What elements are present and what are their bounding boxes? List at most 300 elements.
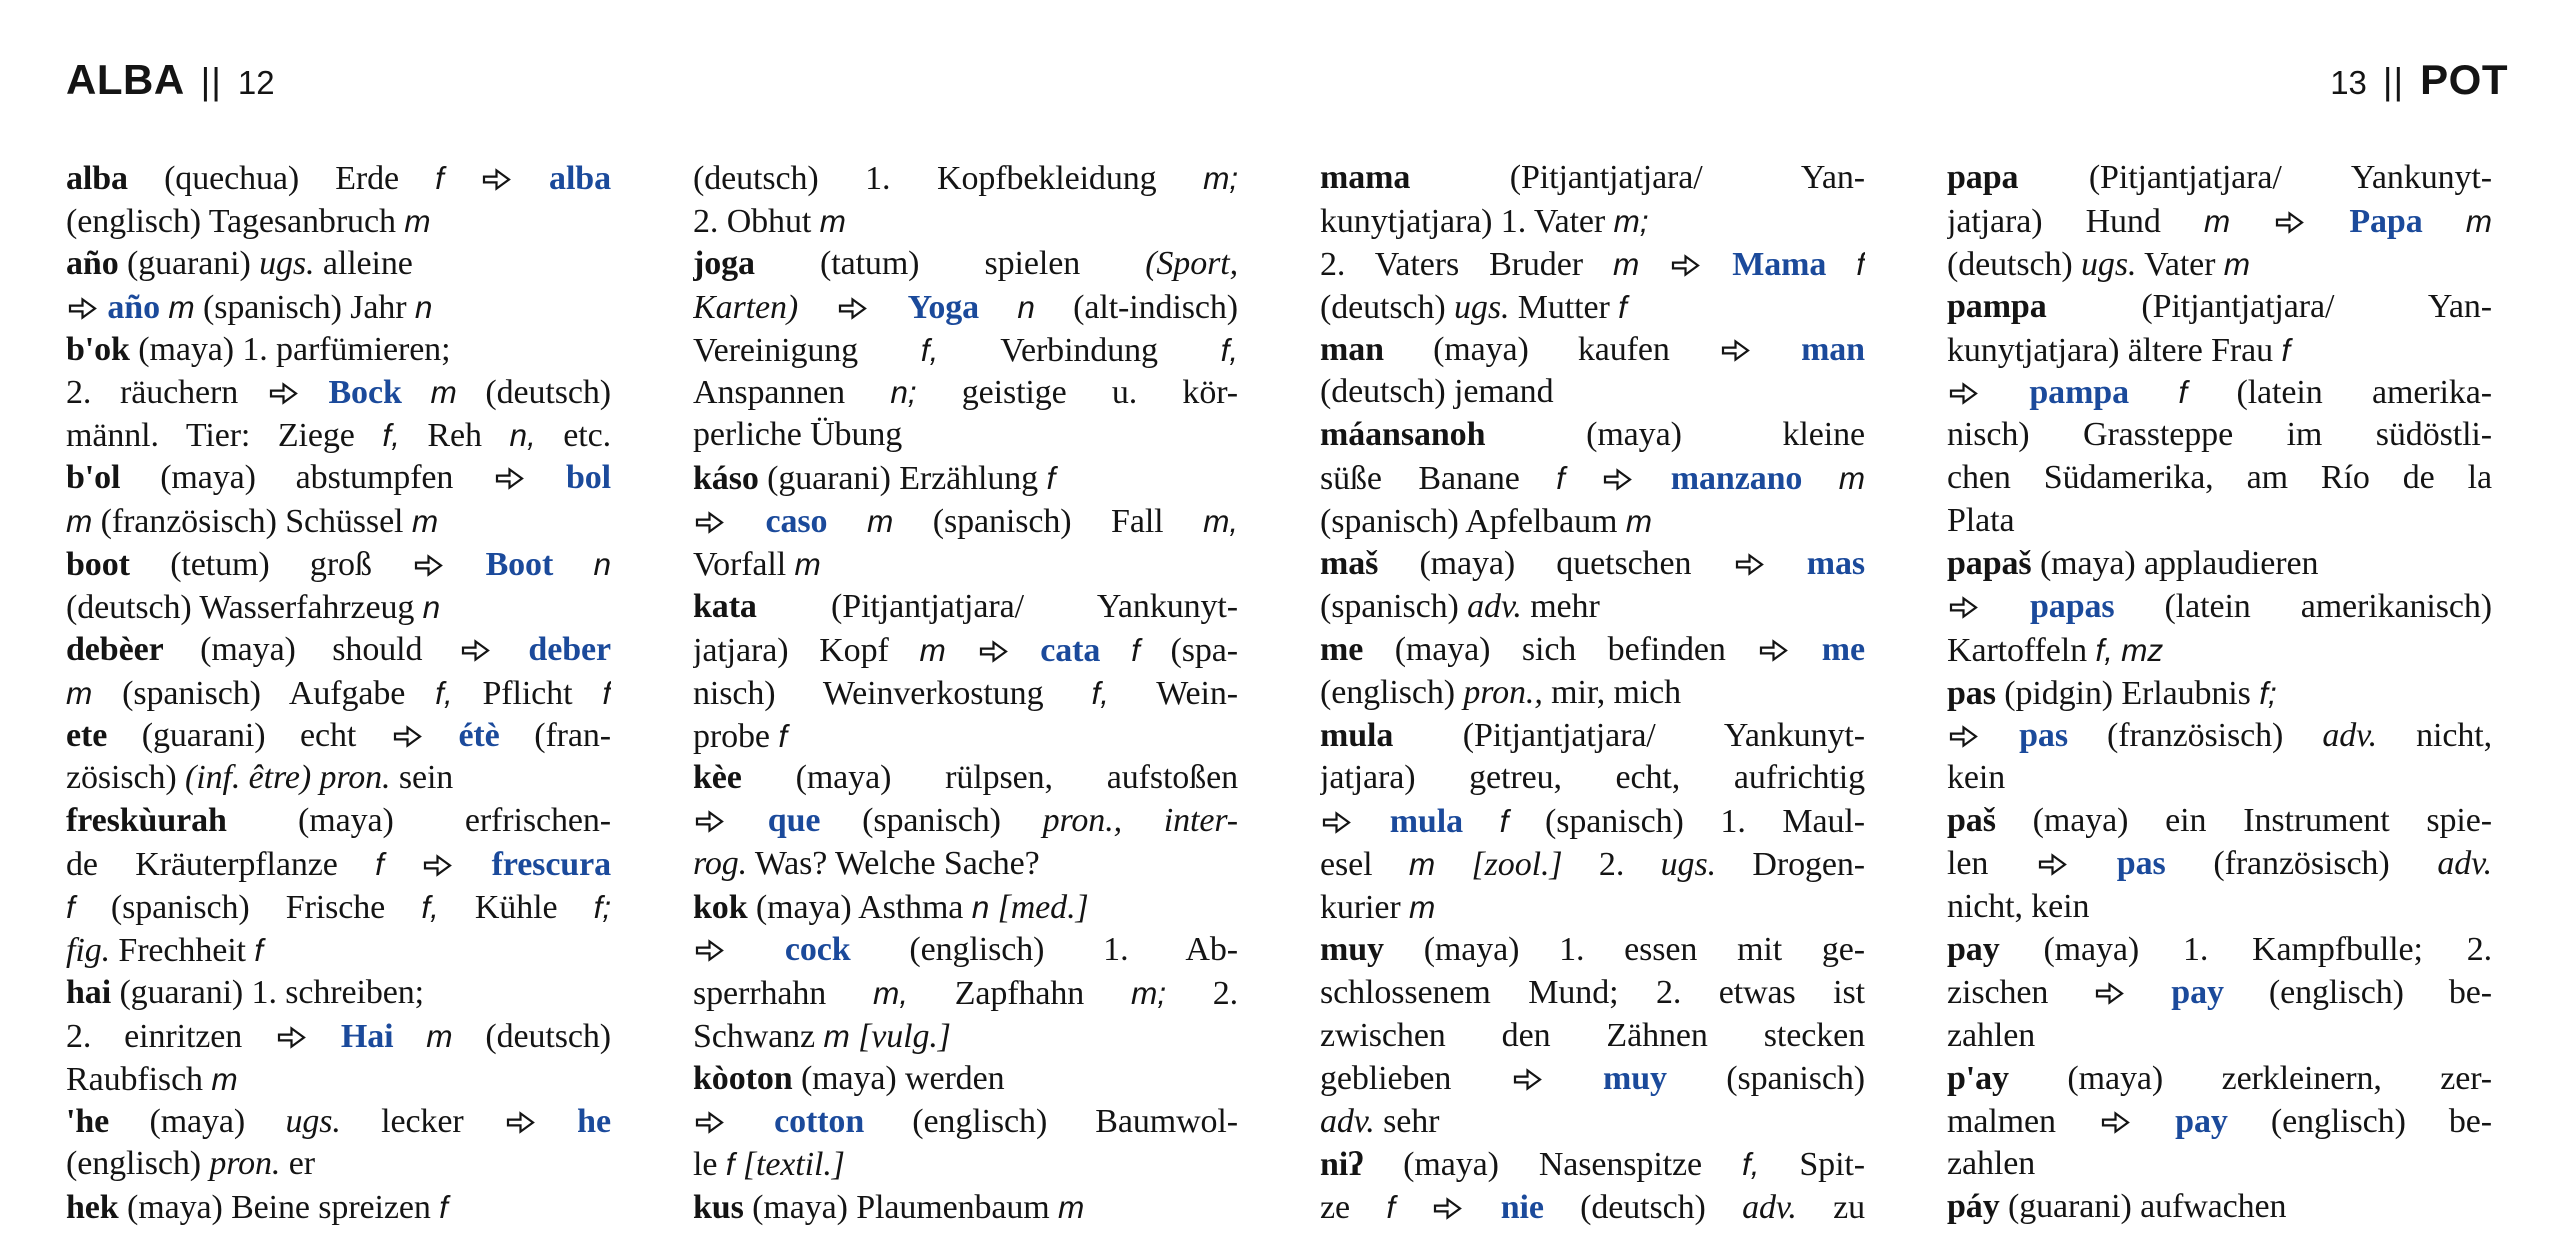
- cross-reference-arrow-icon: [2038, 852, 2067, 877]
- guide-word-right: POT: [2420, 56, 2508, 103]
- headword: papaš: [1947, 545, 2032, 583]
- plain-text: (spanisch): [1320, 587, 1468, 625]
- headword: debèer: [66, 630, 164, 668]
- text-line: [1947, 586, 2492, 629]
- plain-text: sperrhahn: [693, 974, 873, 1012]
- plain-text: Mutter: [1509, 288, 1619, 326]
- cross-reference: papas: [2030, 587, 2115, 625]
- abbreviation: pron., inter-: [1042, 802, 1238, 840]
- grammar-tag: f: [1499, 803, 1509, 840]
- abbreviation: rog.: [693, 845, 748, 883]
- text-line: [66, 371, 611, 414]
- plain-text: (spanisch) Jahr: [194, 288, 415, 326]
- text-line: [1320, 500, 1865, 543]
- grammar-tag: m: [2223, 245, 2251, 282]
- plain-text: chen Südamerika, am Río de la: [1947, 459, 2492, 497]
- text-line: [693, 1101, 1238, 1144]
- grammar-tag: f;: [593, 889, 611, 926]
- text-line: [693, 929, 1238, 972]
- plain-text: [798, 289, 836, 326]
- text-line: [66, 1058, 611, 1101]
- cross-reference: cata: [1040, 631, 1101, 669]
- grammar-tag: m: [1612, 245, 1640, 282]
- plain-text: ze: [1320, 1189, 1387, 1227]
- plain-text: [1395, 1189, 1431, 1226]
- headword: año: [66, 244, 119, 282]
- grammar-tag: f,: [1220, 331, 1238, 368]
- plain-text: [2129, 374, 2178, 411]
- plain-text: mehr: [1521, 587, 1600, 625]
- cross-reference: mas: [1806, 545, 1865, 583]
- plain-text: (deutsch) Wasserfahrzeug: [66, 588, 423, 626]
- abbreviation: [textil.]: [742, 1146, 845, 1184]
- plain-text: (tatum) spielen: [754, 244, 1146, 282]
- plain-text: (maya) rülpsen, aufstoßen: [741, 759, 1238, 797]
- dictionary-column-4: [1947, 157, 2492, 1229]
- text-line: [693, 500, 1238, 543]
- dictionary-columns: [66, 157, 2492, 1229]
- cross-reference-arrow-icon: [1949, 595, 1978, 620]
- plain-text: lecker: [340, 1102, 504, 1140]
- cross-reference: manzano: [1670, 460, 1803, 498]
- text-line: [66, 843, 611, 886]
- grammar-tag: m,: [1203, 503, 1238, 540]
- grammar-tag: n: [593, 546, 611, 583]
- plain-text: Wein-: [1108, 674, 1238, 712]
- page-number-left: 12: [237, 64, 275, 101]
- headword: joga: [693, 244, 755, 282]
- cross-reference-arrow-icon: [393, 724, 422, 749]
- text-line: [66, 457, 611, 500]
- cross-reference: cock: [784, 931, 851, 969]
- text-line: [1320, 586, 1865, 629]
- cross-reference-arrow-icon: [1322, 810, 1351, 835]
- plain-text: [946, 632, 977, 669]
- grammar-tag: f: [1386, 1189, 1395, 1226]
- text-line: [1947, 500, 2492, 543]
- plain-text: sein: [390, 759, 454, 797]
- plain-text: [553, 546, 593, 583]
- cross-reference: alba: [549, 160, 611, 197]
- plain-text: le: [693, 1146, 726, 1184]
- text-line: [66, 286, 611, 329]
- plain-text: (spa-: [1139, 631, 1238, 669]
- plain-text: [1463, 803, 1500, 840]
- running-head-right: [2330, 56, 2508, 104]
- plain-text: (spanisch) Aufgabe: [92, 674, 436, 712]
- plain-text: [1100, 632, 1131, 669]
- plain-text: (tetum) groß: [129, 546, 413, 584]
- text-line: [1320, 715, 1865, 758]
- cross-reference-arrow-icon: [695, 1110, 724, 1135]
- plain-text: (maya) 1. essen mit ge-: [1383, 931, 1865, 969]
- cross-reference-arrow-icon: [482, 167, 511, 192]
- text-line: [66, 929, 611, 972]
- plain-text: (französisch): [2067, 716, 2323, 754]
- plain-text: [850, 1018, 858, 1055]
- plain-text: [492, 631, 529, 668]
- plain-text: (Pitjantjatjara/ Yankunyt-: [1393, 716, 1865, 754]
- text-line: [66, 329, 611, 372]
- text-line: [1320, 1058, 1865, 1101]
- grammar-tag: n;: [890, 374, 917, 411]
- plain-text: (fran-: [499, 716, 611, 754]
- plain-text: Kartoffeln: [1947, 631, 2096, 669]
- plain-text: [300, 374, 329, 411]
- plain-text: [1980, 374, 2029, 411]
- plain-text: (maya) 1. Kampfbulle; 2.: [1999, 931, 2492, 969]
- plain-text: (spanisch) 1. Maul-: [1508, 803, 1865, 841]
- grammar-tag: m: [867, 503, 894, 540]
- abbreviation: adv.: [1320, 1102, 1375, 1140]
- plain-text: nicht,: [2377, 716, 2492, 754]
- grammar-tag: m: [66, 674, 93, 711]
- plain-text: [445, 546, 485, 583]
- grammar-tag: f,: [2095, 631, 2113, 668]
- cross-reference-arrow-icon: [1949, 724, 1978, 749]
- plain-text: [726, 802, 768, 839]
- grammar-tag: n: [971, 889, 990, 926]
- plain-text: (guarani) Erzählung: [758, 460, 1047, 498]
- plain-text: Schwanz: [693, 1017, 824, 1055]
- cross-reference-arrow-icon: [695, 809, 724, 834]
- plain-text: [1826, 246, 1856, 283]
- text-line: [66, 1015, 611, 1058]
- headword: kèe: [693, 759, 742, 797]
- text-line: [1320, 1015, 1865, 1058]
- grammar-tag: n: [422, 588, 441, 625]
- text-line: [693, 457, 1238, 500]
- plain-text: alleine: [314, 244, 413, 282]
- cross-reference-arrow-icon: [1433, 1196, 1462, 1221]
- plain-text: jatjara) Hund: [1947, 202, 2204, 240]
- plain-text: (englisch) Tagesanbruch: [66, 202, 405, 240]
- plain-text: jatjara) Kopf: [693, 631, 920, 669]
- plain-text: Spit-: [1759, 1146, 1865, 1184]
- plain-text: Vorfall: [693, 546, 795, 584]
- plain-text: (Pitjantjatjara/ Yan-: [2046, 287, 2492, 325]
- guide-word-left: ALBA: [66, 56, 185, 103]
- plain-text: Zapfhahn: [907, 974, 1131, 1012]
- plain-text: 2.: [1562, 846, 1661, 884]
- grammar-tag: f: [2281, 331, 2291, 368]
- plain-text: (spanisch) Frische: [74, 889, 422, 927]
- plain-text: [1802, 460, 1838, 497]
- abbreviation: [med.]: [997, 889, 1089, 927]
- plain-text: [734, 1146, 742, 1183]
- plain-text: 2. Obhut: [693, 202, 820, 240]
- plain-text: [2306, 203, 2349, 240]
- abbreviation: [zool.]: [1471, 846, 1563, 884]
- abbreviation: ugs.: [2081, 245, 2137, 283]
- headword: kok: [693, 889, 748, 927]
- plain-text: kunytjatjara) ältere Frau: [1947, 331, 2282, 369]
- cross-reference: muy: [1602, 1059, 1667, 1097]
- grammar-tag: m;: [1613, 202, 1649, 239]
- plain-text: (englisch) be-: [2227, 1102, 2492, 1140]
- text-line: [693, 629, 1238, 672]
- plain-text: sehr: [1374, 1102, 1440, 1140]
- cross-reference-arrow-icon: [1721, 338, 1750, 363]
- plain-text: (englisch): [66, 1145, 210, 1183]
- plain-text: [1010, 632, 1041, 669]
- cross-reference: pay: [2175, 1102, 2228, 1140]
- text-line: [1320, 157, 1865, 200]
- abbreviation: ugs.: [259, 244, 315, 282]
- text-line: [693, 886, 1238, 929]
- plain-text: [2230, 203, 2273, 240]
- plain-text: [2132, 1103, 2175, 1140]
- headword: hek: [66, 1189, 119, 1227]
- plain-text: [2113, 632, 2121, 669]
- text-line: [1947, 543, 2492, 586]
- abbreviation: pron.,: [1463, 673, 1543, 711]
- headword: páy: [1947, 1188, 2000, 1226]
- headword: káso: [693, 460, 759, 498]
- headword: b'ok: [66, 330, 130, 368]
- text-line: [66, 543, 611, 586]
- headword: papa: [1947, 159, 2019, 196]
- plain-text: (maya) quetschen: [1378, 545, 1733, 583]
- plain-text: (maya) should: [163, 630, 459, 668]
- dictionary-column-3: [1320, 157, 1865, 1229]
- plain-text: (maya): [109, 1102, 286, 1140]
- plain-text: zahlen: [1947, 1145, 2036, 1183]
- header-separator-right: ||: [2382, 61, 2405, 102]
- plain-text: [526, 459, 566, 496]
- plain-text: (guarani) echt: [107, 716, 391, 754]
- plain-text: (latein amerika-: [2187, 374, 2492, 412]
- grammar-tag: f,: [920, 331, 939, 368]
- page-number-right: 13: [2330, 64, 2367, 101]
- plain-text: [424, 717, 459, 754]
- plain-text: [2126, 974, 2171, 1011]
- text-line: [693, 800, 1238, 843]
- grammar-tag: m: [211, 1060, 238, 1097]
- plain-text: Verbindung: [938, 331, 1221, 369]
- text-line: [66, 800, 611, 843]
- plain-text: Frechheit: [110, 932, 255, 970]
- grammar-tag: m: [426, 1017, 453, 1054]
- plain-text: (englisch) 1. Ab-: [850, 931, 1238, 969]
- grammar-tag: m: [168, 288, 195, 325]
- plain-text: kurier: [1320, 889, 1409, 927]
- text-line: [1947, 329, 2492, 372]
- plain-text: Vater: [2136, 245, 2224, 283]
- plain-text: malmen: [1947, 1102, 2100, 1140]
- text-line: [1947, 972, 2492, 1015]
- plain-text: zösisch): [66, 759, 186, 797]
- plain-text: [454, 846, 491, 883]
- plain-text: [2069, 845, 2117, 882]
- text-line: [66, 500, 611, 543]
- text-line: [1947, 886, 2492, 929]
- plain-text: nisch) Grassteppe im südöstli-: [1947, 416, 2492, 454]
- grammar-tag: m: [794, 546, 821, 583]
- abbreviation: (Sport,: [1145, 244, 1238, 282]
- grammar-tag: f: [1856, 245, 1865, 282]
- text-line: [1947, 1143, 2492, 1186]
- text-line: [1320, 757, 1865, 800]
- text-line: [693, 371, 1238, 414]
- text-line: [66, 1186, 611, 1229]
- abbreviation: adv.: [1742, 1189, 1797, 1227]
- plain-text: (französisch): [2165, 845, 2438, 883]
- plain-text: [1435, 846, 1471, 883]
- cross-reference-arrow-icon: [277, 1025, 306, 1050]
- plain-text: (latein amerikanisch): [2114, 587, 2492, 625]
- grammar-tag: m: [1838, 460, 1865, 497]
- text-line: [1320, 200, 1865, 243]
- cross-reference-arrow-icon: [414, 553, 443, 578]
- text-line: [693, 414, 1238, 457]
- text-line: [1320, 886, 1865, 929]
- plain-text: [1639, 246, 1669, 283]
- plain-text: [726, 1103, 774, 1140]
- plain-text: (maya) abstumpfen: [120, 459, 494, 497]
- plain-text: kunytjatjara) 1. Vater: [1320, 202, 1614, 240]
- grammar-tag: f: [1131, 631, 1140, 668]
- abbreviation: adv.: [2322, 716, 2377, 754]
- grammar-tag: m: [1408, 889, 1436, 926]
- text-line: [66, 757, 611, 800]
- plain-text: probe: [693, 717, 779, 755]
- text-line: [1320, 1101, 1865, 1144]
- grammar-tag: f: [435, 160, 444, 196]
- text-line: [693, 672, 1238, 715]
- headword: máansanoh: [1320, 416, 1486, 454]
- grammar-tag: m: [430, 374, 457, 411]
- grammar-tag: m: [1408, 846, 1436, 883]
- plain-text: Pflicht: [452, 674, 603, 712]
- plain-text: [1752, 331, 1801, 368]
- headword: mula: [1320, 716, 1394, 754]
- text-line: [1320, 1186, 1865, 1229]
- plain-text: len: [1947, 845, 2037, 883]
- text-line: [1947, 243, 2492, 286]
- grammar-tag: f: [1556, 460, 1565, 497]
- plain-text: Anspannen: [693, 374, 891, 412]
- plain-text: [2423, 203, 2466, 240]
- grammar-tag: f,: [435, 674, 453, 711]
- text-line: [1320, 1143, 1865, 1186]
- dictionary-column-1: [66, 157, 611, 1229]
- headword: pay: [1947, 931, 2000, 969]
- cross-reference: étè: [458, 716, 500, 754]
- plain-text: jatjara) getreu, echt, aufrichtig: [1320, 759, 1865, 797]
- cross-reference-arrow-icon: [695, 938, 724, 963]
- grammar-tag: n: [1017, 288, 1035, 325]
- plain-text: schlossenem Mund; 2. etwas ist: [1320, 973, 1865, 1011]
- text-line: [1947, 715, 2492, 758]
- cross-reference-arrow-icon: [506, 1110, 535, 1135]
- plain-text: 2. räuchern: [66, 374, 267, 412]
- grammar-tag: f,: [1742, 1146, 1760, 1183]
- cross-reference: man: [1801, 330, 1865, 368]
- grammar-tag: m,: [872, 974, 908, 1011]
- text-line: [66, 886, 611, 929]
- plain-text: 2. Vaters Bruder: [1320, 245, 1613, 283]
- text-line: [1947, 1186, 2492, 1229]
- plain-text: (spanisch) Apfelbaum: [1320, 503, 1626, 541]
- plain-text: zischen: [1947, 973, 2094, 1011]
- cross-reference: pampa: [2029, 374, 2130, 412]
- plain-text: (Pitjantjatjara/ Yankunyt-: [756, 587, 1238, 625]
- headword: maš: [1320, 545, 1379, 583]
- plain-text: (spanisch): [1666, 1059, 1865, 1097]
- headword: pampa: [1947, 287, 2047, 325]
- cross-reference: Mama: [1732, 245, 1827, 283]
- abbreviation: Karten): [693, 288, 799, 326]
- headword: muy: [1320, 931, 1384, 969]
- text-line: [1320, 371, 1865, 414]
- text-line: [1320, 929, 1865, 972]
- plain-text: zahlen: [1947, 1016, 2036, 1054]
- cross-reference-arrow-icon: [423, 853, 452, 878]
- text-line: [693, 1186, 1238, 1229]
- text-line: [693, 286, 1238, 329]
- text-line: [693, 200, 1238, 243]
- grammar-tag: m: [411, 503, 439, 540]
- plain-text: (maya) Asthma: [747, 889, 972, 927]
- plain-text: [537, 1103, 577, 1140]
- plain-text: [1353, 803, 1390, 840]
- grammar-tag: f: [66, 889, 75, 926]
- abbreviation: ugs.: [285, 1102, 341, 1140]
- text-line: [1320, 329, 1865, 372]
- plain-text: (maya) erfrischen-: [226, 802, 611, 840]
- plain-text: (quechua) Erde: [127, 160, 436, 197]
- text-line: [693, 329, 1238, 372]
- plain-text: (maya) 1. parfümieren;: [129, 330, 451, 368]
- text-line: [1947, 843, 2492, 886]
- plain-text: [869, 289, 907, 326]
- text-line: [66, 1101, 611, 1144]
- cross-reference-arrow-icon: [2095, 981, 2124, 1006]
- abbreviation: pron.: [209, 1145, 281, 1183]
- headword: 'he: [66, 1102, 110, 1140]
- plain-text: [726, 931, 785, 968]
- plain-text: männl. Tier: Ziege: [66, 417, 383, 455]
- text-line: [1320, 672, 1865, 715]
- plain-text: 2. einritzen: [66, 1017, 276, 1055]
- grammar-tag: f: [375, 846, 384, 883]
- cross-reference-arrow-icon: [1949, 381, 1978, 406]
- grammar-tag: f: [254, 932, 263, 969]
- headword: kata: [693, 587, 757, 625]
- plain-text: (alt-indisch): [1034, 288, 1238, 326]
- grammar-tag: f;: [2259, 674, 2277, 711]
- cross-reference: Yoga: [907, 288, 980, 326]
- headword: kòoton: [693, 1059, 793, 1097]
- plain-text: Drogen-: [1715, 846, 1865, 884]
- plain-text: [979, 289, 1017, 326]
- cross-reference-arrow-icon: [461, 638, 490, 663]
- abbreviation: adv.: [1467, 587, 1522, 625]
- headword: niʔ: [1320, 1146, 1364, 1184]
- text-line: [1947, 414, 2492, 457]
- text-line: [1320, 629, 1865, 672]
- headword: b'ol: [66, 459, 121, 497]
- text-line: [1320, 800, 1865, 843]
- plain-text: (deutsch) jemand: [1320, 373, 1554, 411]
- plain-text: [1980, 717, 2019, 754]
- headword: pas: [1947, 674, 1996, 712]
- plain-text: (maya) kleine: [1485, 416, 1865, 454]
- plain-text: Was? Welche Sache?: [747, 845, 1040, 883]
- text-line: [1947, 1101, 2492, 1144]
- plain-text: (pidgin) Erlaubnis: [1995, 674, 2260, 712]
